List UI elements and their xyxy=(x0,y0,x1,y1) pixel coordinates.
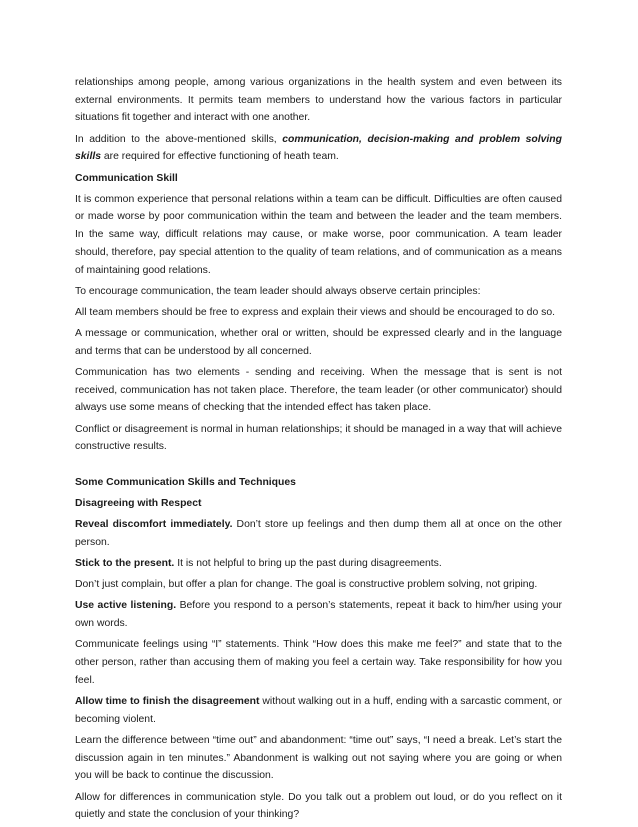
paragraph-stick-rest: It is not helpful to bring up the past during disagreements. xyxy=(174,558,442,570)
paragraph-skills xyxy=(75,131,562,166)
paragraph-skills-after: are required for effective functioning of heath team. xyxy=(101,151,339,163)
document-page xyxy=(75,74,562,827)
paragraph-intro: relationships among people, among various organizations in the health system and even between its external environments. It permits team members to understand how the various factors in particular situations fit together and interact with one another. xyxy=(75,77,562,124)
heading-skills-techniques: Some Communication Skills and Techniques xyxy=(75,476,296,488)
heading-disagreeing: Disagreeing with Respect xyxy=(75,497,202,509)
paragraph-reveal xyxy=(75,516,562,551)
paragraph-expressed-clearly: A message or communication, whether oral or written, should be expressed clearly and in the language and terms that can be understood by all concerned. xyxy=(75,328,562,357)
paragraph-active-listening xyxy=(75,597,562,632)
paragraph-common-experience: It is common experience that personal relations within a team can be difficult. Difficulties are often caused or made worse by poor communication within the team and between the leader and the team members. In the same way, difficult relations may cause, or make worse, poor communication. A team leader should, therefore, pay special attention to the quality of team relations, and of communication as a means of maintaining good relations. xyxy=(75,193,562,276)
paragraph-two-elements: Communication has two elements - sending and receiving. When the message that is sent is not received, communication has not taken place. Therefore, the team leader (or other communicator) should always use some means of checking that the intended effect has taken place. xyxy=(75,367,562,414)
paragraph-allow-time-bold: Allow time to finish the disagreement xyxy=(75,695,260,707)
paragraph-conflict: Conflict or disagreement is normal in human relationships; it should be managed in a way that will achieve constructive results. xyxy=(75,423,562,453)
paragraph-reveal-bold: Reveal discomfort immediately. xyxy=(75,519,233,531)
paragraph-time-out: Learn the difference between “time out” and abandonment: “time out” says, “I need a break. Let’s start the discussion again in ten minutes.” Abandonment is walking out not saying where you are going or when you will be back to continue the discussion. xyxy=(75,734,562,782)
paragraph-dont-complain: Don’t just complain, but offer a plan for change. The goal is constructive problem solving, not griping. xyxy=(75,579,538,591)
paragraph-skills-emphasis: communication, decision-making and problem solving skills xyxy=(75,133,562,163)
paragraph-skills-before: In addition to the above-mentioned skills, xyxy=(75,133,283,145)
heading-communication-skill: Communication Skill xyxy=(75,172,178,184)
paragraph-stick-bold: Stick to the present. xyxy=(75,558,175,570)
paragraph-allow-time-rest: without walking out in a huff, ending with a sarcastic comment, or becoming violent. xyxy=(75,695,562,725)
paragraph-stick xyxy=(75,555,562,573)
paragraph-differences: Allow for differences in communication style. Do you talk out a problem out loud, or do you reflect on it quietly and state the conclusion of your thinking? xyxy=(75,791,562,821)
paragraph-active-listening-rest: Before you respond to a person’s statements, repeat it back to him/her using your own words. xyxy=(75,600,563,630)
paragraph-free-to-express: All team members should be free to express and explain their views and should be encouraged to do so. xyxy=(75,306,555,318)
paragraph-allow-time xyxy=(75,693,562,728)
paragraph-reveal-rest: Don’t store up feelings and then dump them all at once on the other person. xyxy=(75,519,562,548)
paragraph-encourage: To encourage communication, the team leader should always observe certain principles: xyxy=(75,285,481,297)
paragraph-i-statements: Communicate feelings using “I” statements. Think “How does this make me feel?” and state that to the other person, rather than accusing them of making you feel a certain way. Take responsibility for how you feel. xyxy=(75,639,562,686)
paragraph-active-listening-bold: Use active listening. xyxy=(75,600,177,612)
